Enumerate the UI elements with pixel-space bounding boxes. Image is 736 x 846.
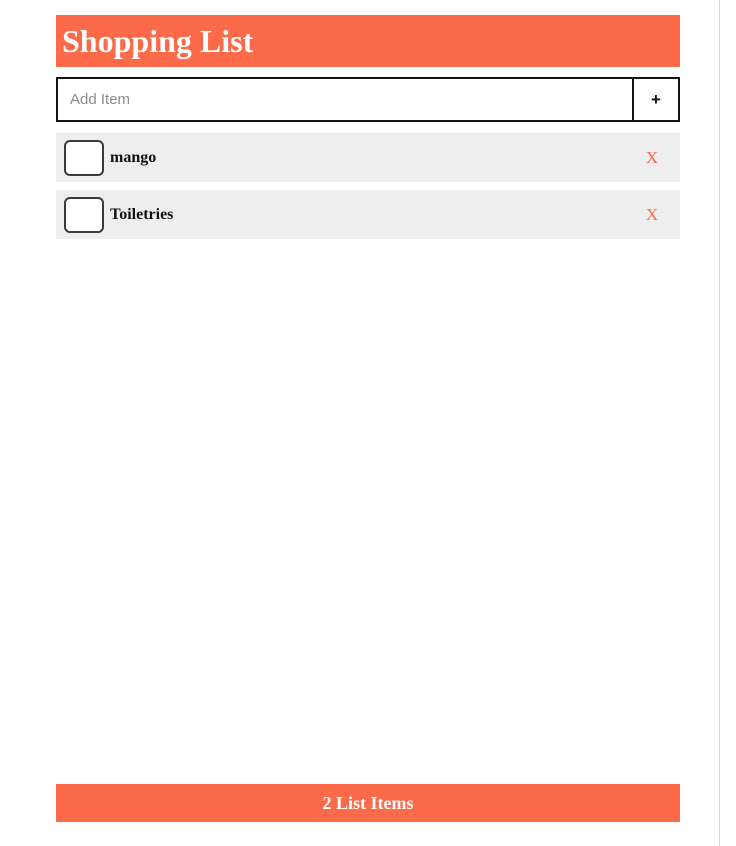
add-item-form: [56, 77, 680, 122]
list-item[interactable]: [56, 133, 680, 182]
add-item-button[interactable]: +: [632, 77, 680, 122]
page-scrollbar[interactable]: [719, 0, 736, 846]
app-header: [56, 15, 680, 67]
add-item-input[interactable]: [56, 77, 632, 122]
list-item[interactable]: [56, 190, 680, 239]
page-title: Shopping List: [62, 23, 254, 59]
item-label: Toiletries: [110, 205, 174, 223]
delete-item-button[interactable]: X: [632, 196, 672, 234]
item-checkbox[interactable]: [64, 197, 104, 233]
list-count-label: 2 List Items: [322, 792, 414, 813]
delete-item-button[interactable]: X: [632, 139, 672, 177]
item-checkbox[interactable]: [64, 140, 104, 176]
shopping-list-app: [56, 15, 680, 255]
item-label: mango: [110, 148, 157, 166]
list-count-footer: [56, 784, 680, 822]
shopping-list: [56, 133, 680, 239]
